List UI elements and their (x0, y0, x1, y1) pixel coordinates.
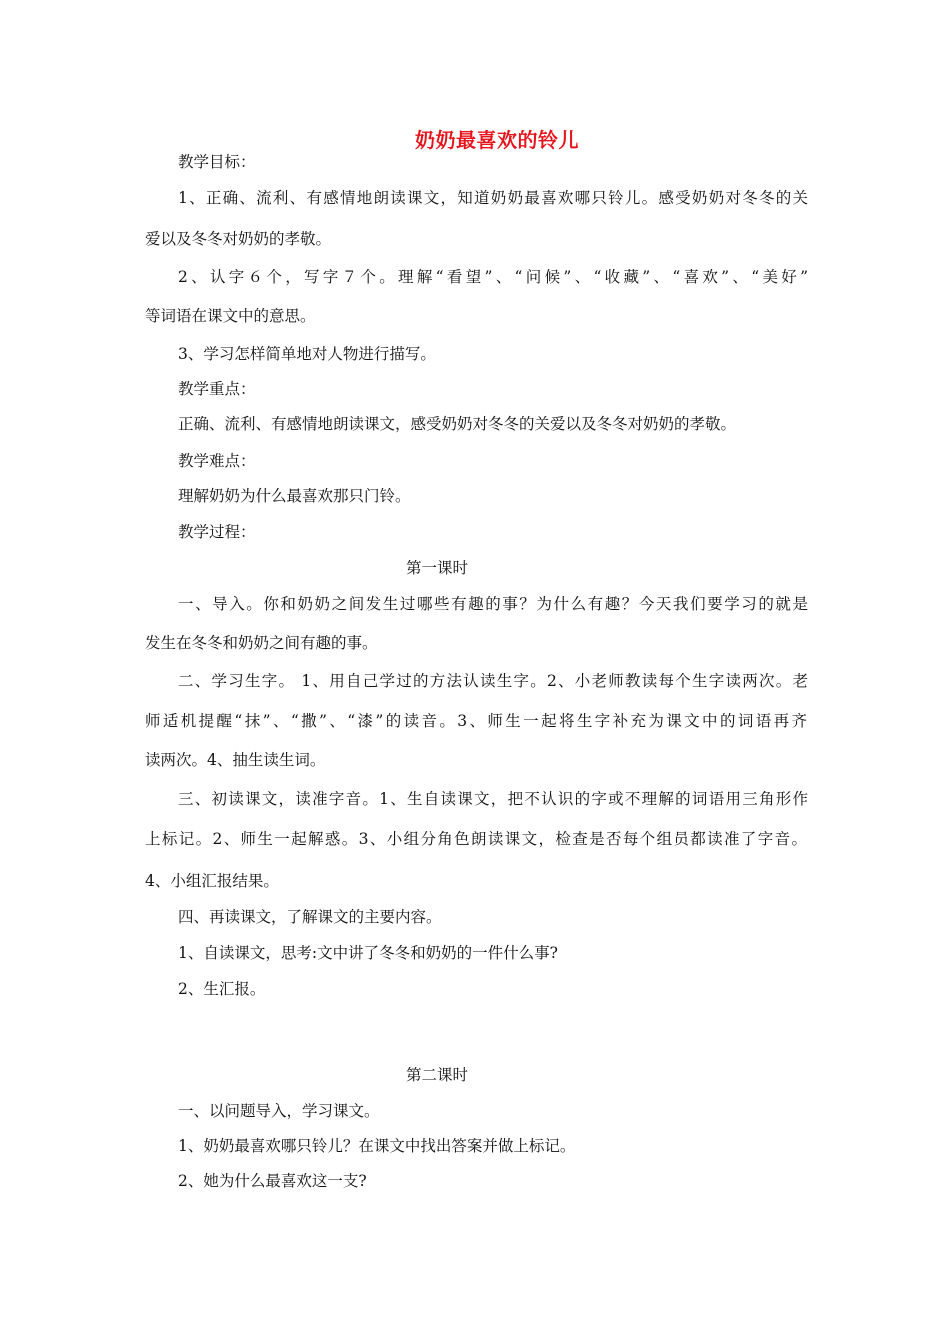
step-2-line-2: 师适机提醒“抹”、“撒”、“漆”的读音。3、师生一起将生字补充为课文中的词语再齐 (145, 712, 807, 730)
step-3-line-3: 4、小组汇报结果。 (145, 872, 279, 890)
goal-1-line-2: 爱以及冬冬对奶奶的孝敬。 (145, 230, 332, 248)
step-1-line-1: 一、导入。你和奶奶之间发生过哪些有趣的事？为什么有趣？今天我们要学习的就是 (178, 595, 808, 613)
goal-1-line-1: 1、正确、流利、有感情地朗读课文，知道奶奶最喜欢哪只铃儿。感受奶奶对冬冬的关 (178, 189, 808, 207)
step-3-line-1: 三、初读课文，读准字音。1、生自读课文，把不认识的字或不理解的词语用三角形作 (178, 790, 808, 808)
step-2-line-1: 二、学习生字。 1、用自己学过的方法认读生字。2、小老师教读每个生字读两次。老 (178, 672, 808, 690)
goal-3: 3、学习怎样简单地对人物进行描写。 (178, 345, 436, 363)
step-3-line-2: 上标记。2、师生一起解惑。3、小组分角色朗读课文，检查是否每个组员都读准了字音。 (145, 830, 807, 848)
step-1-line-2: 发生在冬冬和奶奶之间有趣的事。 (145, 634, 378, 652)
difficulties-text: 理解奶奶为什么最喜欢那只门铃。 (178, 487, 411, 505)
step-4-item-2: 2、生汇报。 (178, 980, 266, 998)
heading-teaching-goals: 教学目标： (178, 153, 256, 171)
heading-difficulties: 教学难点： (178, 452, 256, 470)
lesson-1-heading: 第一课时 (405, 559, 468, 577)
step-4-item-1: 1、自读课文，思考:文中讲了冬冬和奶奶的一件什么事? (178, 944, 558, 962)
key-points-text: 正确、流利、有感情地朗读课文，感受奶奶对冬冬的关爱以及冬冬对奶奶的孝敬。 (178, 415, 737, 433)
goal-2-line-1: 2、认字６个，写字７个。理解“看望”、“问候”、“收藏”、“喜欢”、“美好” (178, 268, 808, 286)
goal-2-line-2: 等词语在课文中的意思。 (145, 307, 316, 325)
step-4: 四、再读课文，了解课文的主要内容。 (178, 908, 442, 926)
step-2-line-3: 读两次。4、抽生读生词。 (145, 751, 326, 769)
heading-key-points: 教学重点： (178, 380, 256, 398)
lesson-2-heading: 第二课时 (405, 1066, 468, 1084)
heading-process: 教学过程： (178, 523, 256, 541)
lesson-2-item-2: 2、她为什么最喜欢这一支? (178, 1172, 367, 1190)
lesson-2-step-1: 一、以问题导入，学习课文。 (178, 1102, 380, 1120)
document-title: 奶奶最喜欢的铃儿 (415, 128, 579, 152)
lesson-2-item-1: 1、奶奶最喜欢哪只铃儿？在课文中找出答案并做上标记。 (178, 1137, 576, 1155)
